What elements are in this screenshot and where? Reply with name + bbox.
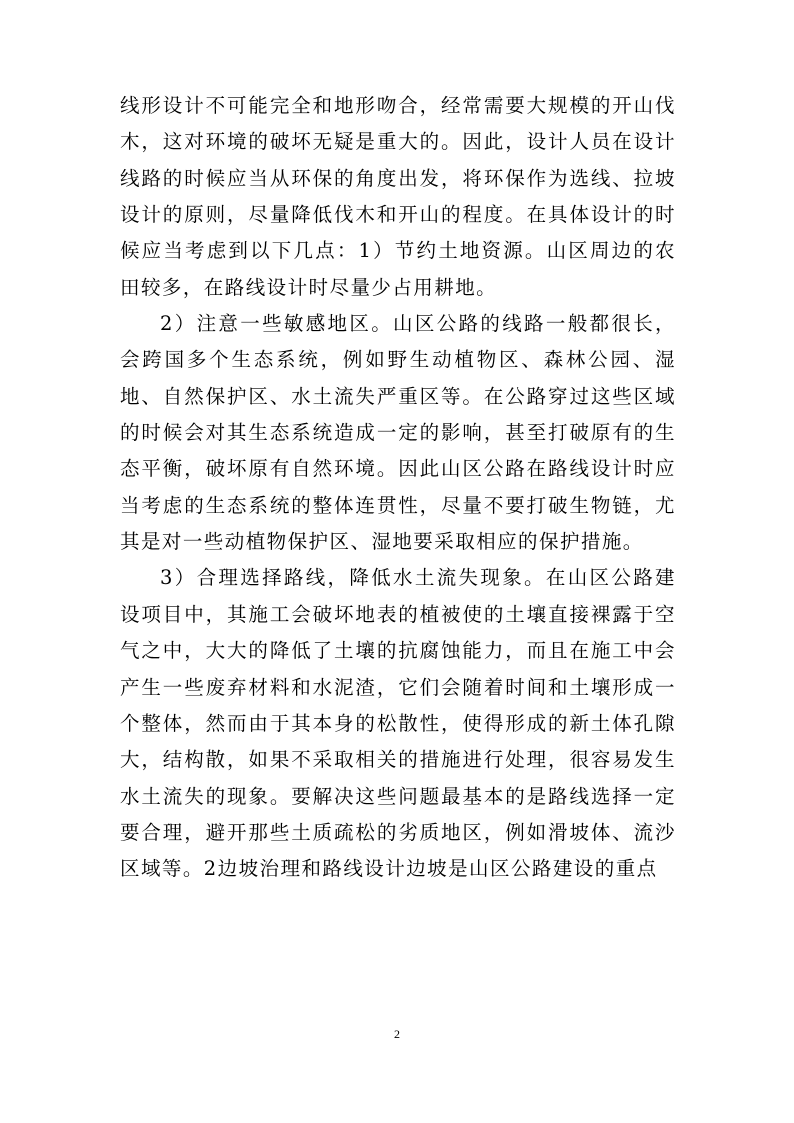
- paragraph-continuation: 线形设计不可能完全和地形吻合，经常需要大规模的开山伐木，这对环境的破坏无疑是重大的。因此，设计人员在设计线路的时候应当从环保的角度出发，将环保作为选线、拉坡设计的原则，尽量降低伐木和开山的程度。在具体设计的时候应当考虑到以下几点：1）节约土地资源。山区周边的农田较多，在路线设计时尽量少占用耕地。: [120, 94, 676, 299]
- paragraph-route-selection: 3）合理选择路线，降低水土流失现象。在山区公路建设项目中，其施工会破坏地表的植被使的土壤直接裸露于空气之中，大大的降低了土壤的抗腐蚀能力，而且在施工中会产生一些废弃材料和水泥渣，它们会随着时间和土壤形成一个整体，然而由于其本身的松散性，使得形成的新土体孔隙大，结构散，如果不采取相关的措施进行处理，很容易发生水土流失的现象。要解决这些问题最基本的是路线选择一定要合理，避开那些土质疏松的劣质地区，例如滑坡体、流沙区域等。2边坡治理和路线设计边坡是山区公路建设的重点: [120, 566, 676, 881]
- page-number: 2: [394, 1027, 400, 1041]
- document-body: [120, 88, 676, 888]
- paragraph-sensitive-areas: 2）注意一些敏感地区。山区公路的线路一般都很长，会跨国多个生态系统，例如野生动植物区、森林公园、湿地、自然保护区、水土流失严重区等。在公路穿过这些区域的时候会对其生态系统造成一定的影响，甚至打破原有的生态平衡，破坏原有自然环境。因此山区公路在路线设计时应当考虑的生态系统的整体连贯性，尽量不要打破生物链，尤其是对一些动植物保护区、湿地要采取相应的保护措施。: [120, 312, 676, 554]
